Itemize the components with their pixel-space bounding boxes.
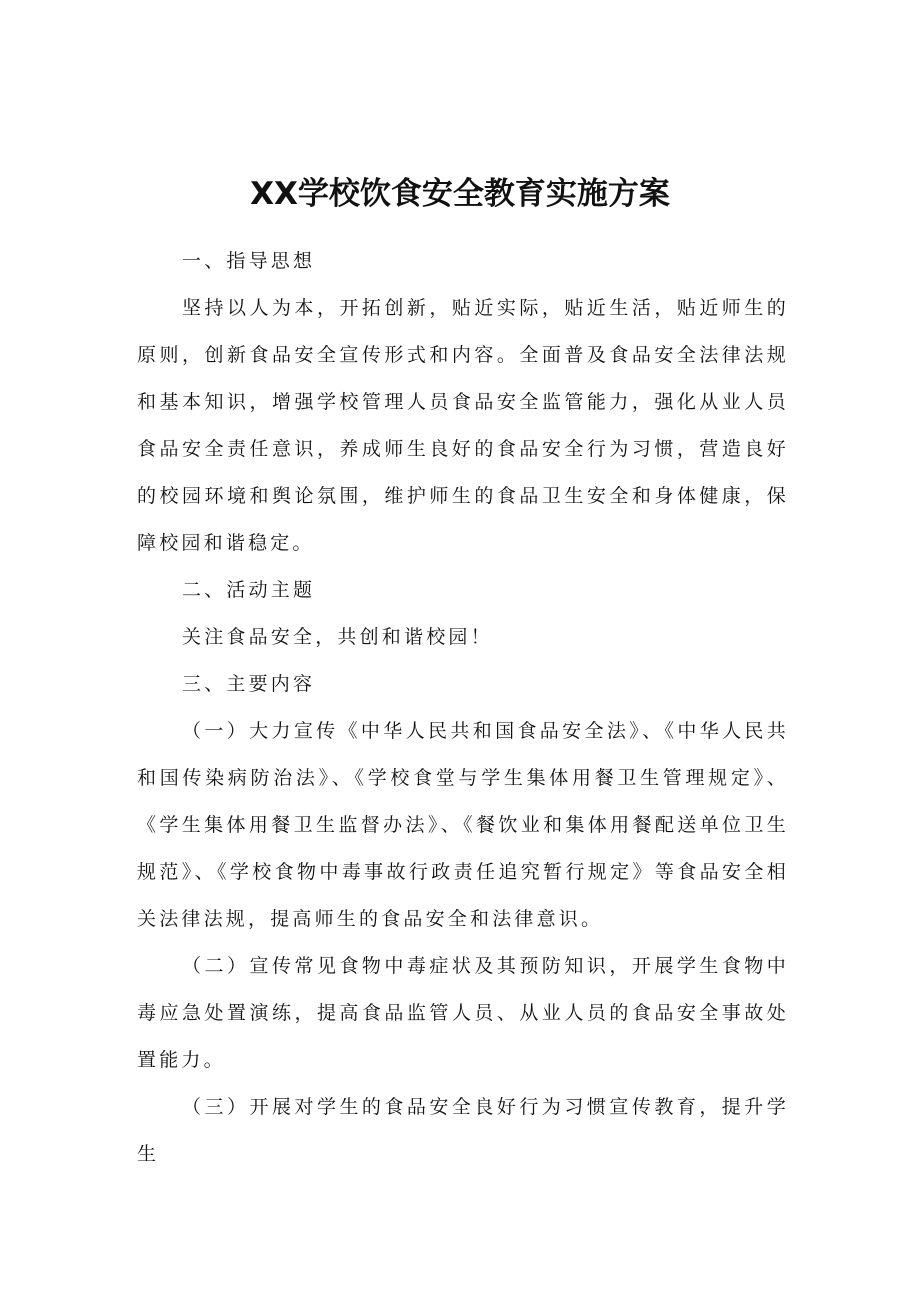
paragraph-main-content-1: （一）大力宣传《中华人民共和国食品安全法》、《中华人民共和国传染病防治法》、《学校食堂与学生集体用餐卫生管理规定》、《学生集体用餐卫生监督办法》、《餐饮业和集体用餐配送单位卫生规范》、《学校食物中毒事故行政责任追究暂行规定》等食品安全相关法律法规，提高师生的食品安全和法律意识。 <box>137 720 789 930</box>
section-heading-main-content: 三、主要内容 <box>182 673 316 695</box>
paragraph-main-content-2: （二）宣传常见食物中毒症状及其预防知识，开展学生食物中毒应急处置演练，提高食品监管人员、从业人员的食品安全事故处置能力。 <box>137 955 789 1071</box>
paragraph-activity-theme: 关注食品安全，共创和谐校园！ <box>182 626 493 648</box>
paragraph-main-content-3: （三）开展对学生的食品安全良好行为习惯宣传教育，提升学生 <box>137 1096 789 1165</box>
paragraph-guiding-ideology: 坚持以人为本，开拓创新，贴近实际，贴近生活，贴近师生的原则，创新食品安全宣传形式和内容。全面普及食品安全法律法规和基本知识，增强学校管理人员食品安全监管能力，强化从业人员食品安全责任意识，养成师生良好的食品安全行为习惯，营造良好的校园环境和舆论氛围，维护师生的食品卫生安全和身体健康，保障校园和谐稳定。 <box>137 297 789 554</box>
document-title: XX学校饮食安全教育实施方案 <box>250 176 670 212</box>
document-body <box>137 238 789 1178</box>
section-heading-guiding-ideology: 一、指导思想 <box>182 250 316 272</box>
section-heading-activity-theme: 二、活动主题 <box>182 579 316 601</box>
